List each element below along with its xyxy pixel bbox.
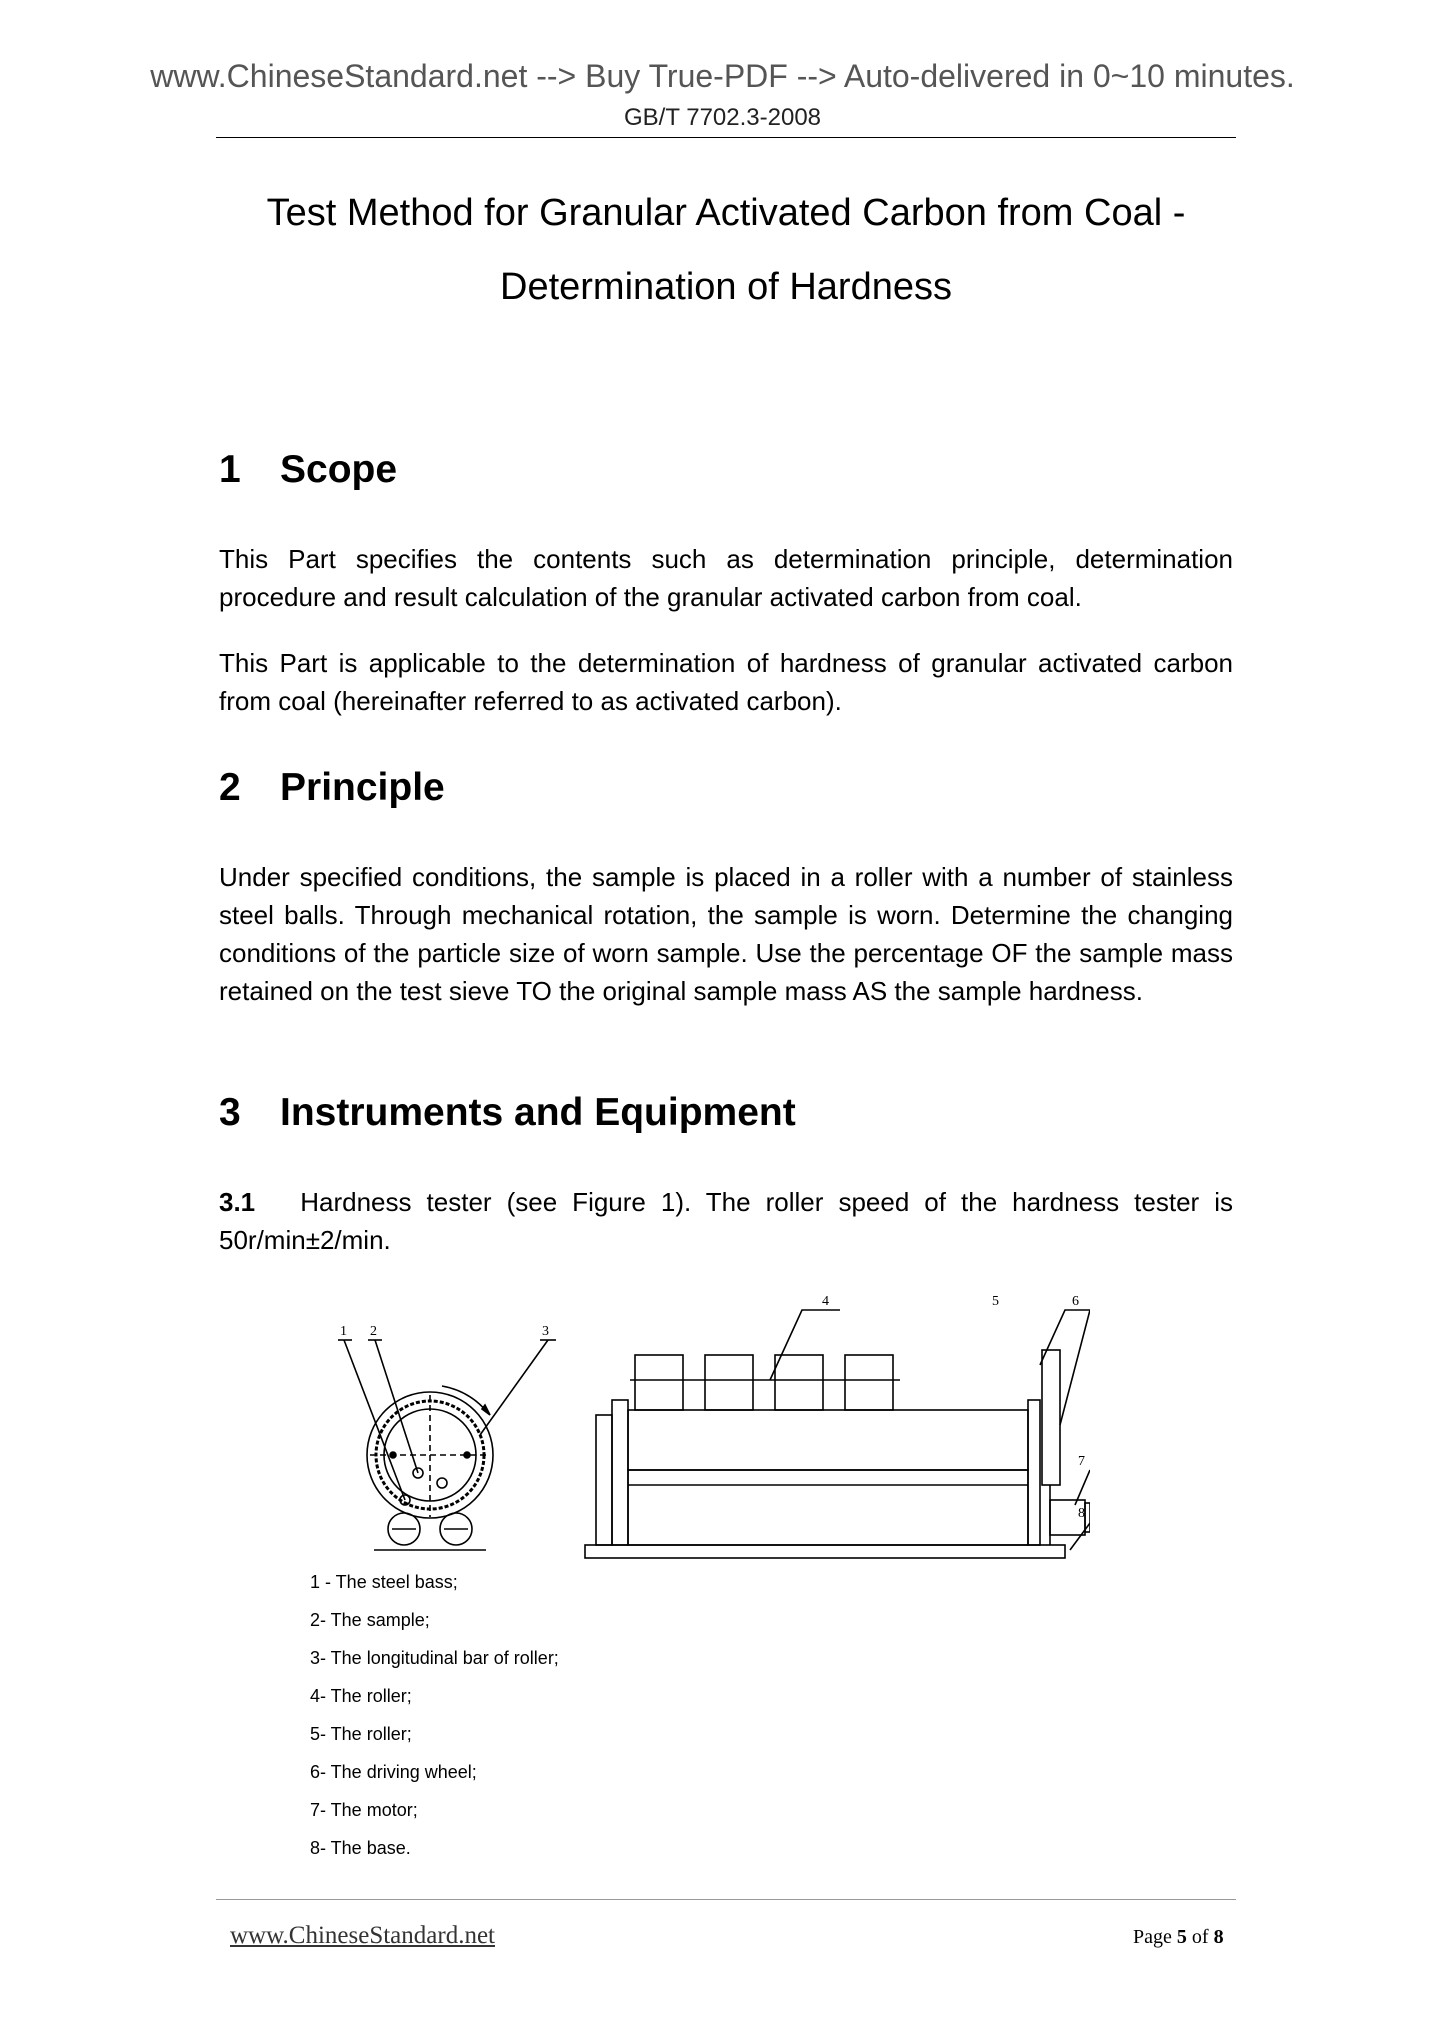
right-bearing-block bbox=[1028, 1400, 1040, 1545]
section-1-heading bbox=[219, 448, 397, 492]
footer-site-link[interactable]: www.ChineseStandard.net bbox=[230, 1922, 495, 1949]
section-number: 2 bbox=[219, 766, 241, 809]
legend-item: 3- The longitudinal bar of roller; bbox=[310, 1648, 559, 1668]
legend-item: 5- The roller; bbox=[310, 1724, 412, 1744]
page-indicator bbox=[1133, 1926, 1224, 1949]
roller-fixture bbox=[705, 1355, 753, 1410]
legend-item: 2- The sample; bbox=[310, 1610, 430, 1630]
left-bearing-block bbox=[612, 1400, 628, 1545]
legend-item: 1 - The steel bass; bbox=[310, 1572, 458, 1592]
roller-upper-half bbox=[628, 1410, 1028, 1470]
section-title: Scope bbox=[280, 448, 398, 491]
leader-4 bbox=[770, 1310, 840, 1380]
promo-banner: www.ChineseStandard.net --> Buy True-PDF --> Auto-delivered in 0~10 minutes. bbox=[150, 58, 1295, 94]
leader-8 bbox=[1070, 1523, 1090, 1550]
document-title-line-2: Determination of Hardness bbox=[500, 266, 952, 308]
callout-5: 5 bbox=[992, 1294, 999, 1309]
page-current: 5 bbox=[1176, 1926, 1187, 1948]
roller-fixture bbox=[845, 1355, 893, 1410]
clause-number: 3.1 bbox=[219, 1187, 256, 1217]
callout-7: 7 bbox=[1078, 1454, 1085, 1469]
leader-1 bbox=[344, 1340, 405, 1500]
legend-item: 6- The driving wheel; bbox=[310, 1762, 477, 1782]
section-title: Principle bbox=[280, 766, 445, 809]
section-number: 3 bbox=[219, 1091, 241, 1134]
section-3-heading bbox=[219, 1091, 796, 1135]
page-of: of bbox=[1191, 1926, 1209, 1948]
footer-divider bbox=[216, 1899, 1236, 1900]
roller-fixture bbox=[775, 1355, 823, 1410]
roller-lower-half bbox=[628, 1470, 1028, 1545]
section-title: Instruments and Equipment bbox=[280, 1091, 796, 1134]
leader-3 bbox=[480, 1340, 548, 1435]
clause-text: Hardness tester (see Figure 1). The roller speed of the hardness tester is 50r/min±2/min. bbox=[219, 1187, 1233, 1255]
legend-item: 8- The base. bbox=[310, 1838, 411, 1858]
callout-3: 3 bbox=[542, 1324, 549, 1339]
principle-paragraph: Under specified conditions, the sample is placed in a roller with a number of stainless steel balls. Through mechanical rotation, the sample is worn. Determine the changing conditions of the particle size of worn sample. Use the percentage OF the sample mass retained on the test sieve TO the original sample mass AS the sample hardness. bbox=[219, 862, 1233, 1006]
page-total: 8 bbox=[1213, 1926, 1224, 1948]
arrow-head bbox=[482, 1405, 490, 1415]
header-divider bbox=[216, 137, 1236, 138]
leader-2 bbox=[375, 1340, 418, 1473]
scope-paragraph-1: This Part specifies the contents such as determination principle, determination procedure and result calculation of the granular activated carbon from coal. bbox=[219, 544, 1233, 612]
steel-ball bbox=[437, 1478, 447, 1488]
hardness-tester-figure bbox=[330, 1255, 1090, 1560]
legend-item: 4- The roller; bbox=[310, 1686, 412, 1706]
clause-3-1 bbox=[219, 1183, 1233, 1259]
standard-number: GB/T 7702.3-2008 bbox=[623, 104, 822, 131]
section-2-heading bbox=[219, 766, 445, 810]
callout-4: 4 bbox=[822, 1294, 829, 1309]
section-number: 1 bbox=[219, 448, 241, 491]
document-title-line-1: Test Method for Granular Activated Carbon from Coal - bbox=[266, 192, 1186, 234]
page-label: Page bbox=[1133, 1926, 1172, 1948]
leader-6 bbox=[1060, 1310, 1090, 1425]
scope-paragraph-2: This Part is applicable to the determination of hardness of granular activated carbon from coal (hereinafter referred to as activated carbon). bbox=[219, 648, 1233, 716]
callout-1: 1 bbox=[340, 1324, 347, 1339]
callout-8: 8 bbox=[1078, 1506, 1085, 1521]
machine-base bbox=[585, 1545, 1065, 1558]
left-frame-post bbox=[596, 1415, 612, 1545]
legend-item: 7- The motor; bbox=[310, 1800, 418, 1820]
callout-2: 2 bbox=[370, 1324, 377, 1339]
roller-fixture bbox=[635, 1355, 683, 1410]
callout-6: 6 bbox=[1072, 1294, 1079, 1309]
driving-wheel bbox=[1042, 1350, 1060, 1485]
